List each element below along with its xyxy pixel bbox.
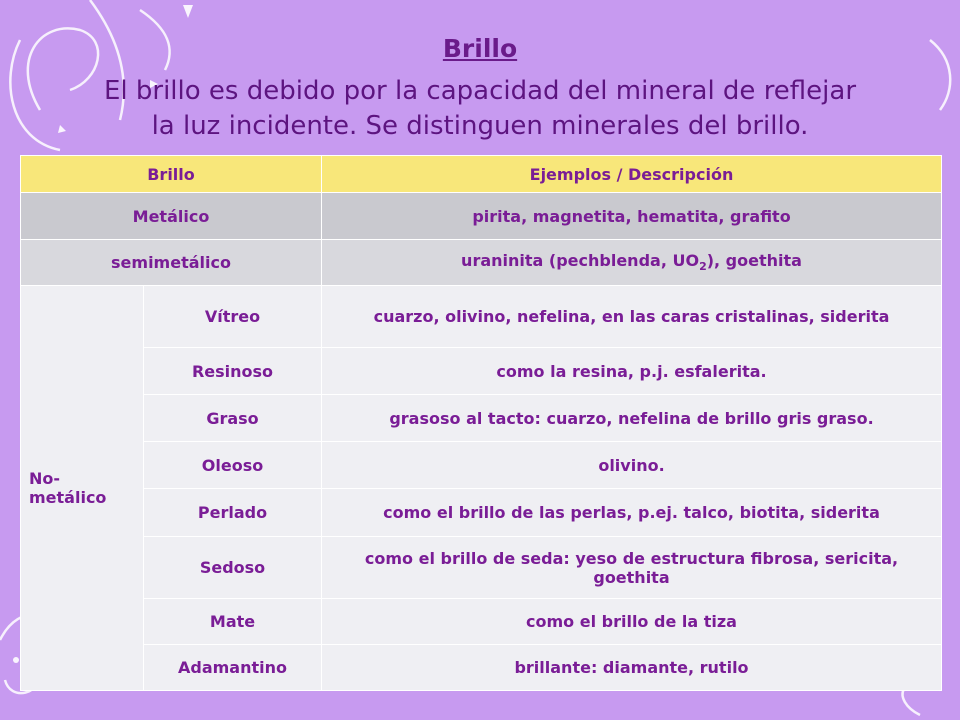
cell-type: Graso (144, 395, 322, 442)
table-row-metalico (21, 193, 942, 240)
cell-desc: como el brillo de las perlas, p.ej. talco, biotita, siderita (322, 489, 942, 537)
table-row-semimetalico (21, 240, 942, 286)
semimetalico-desc-post: ), goethita (706, 251, 802, 271)
semimetalico-desc-pre: uraninita (pechblenda, UO (461, 251, 700, 271)
cell-desc: brillante: diamante, rutilo (322, 645, 942, 691)
brillo-table (20, 155, 942, 691)
table-row (21, 286, 942, 348)
cell-desc: como la resina, p.j. esfalerita. (322, 348, 942, 395)
cell-desc: como el brillo de seda: yeso de estructura fibrosa, sericita, goethita (322, 537, 942, 599)
table-row (21, 599, 942, 645)
cell-type: Adamantino (144, 645, 322, 691)
table-row (21, 348, 942, 395)
cell-type: Mate (144, 599, 322, 645)
cell-type: Vítreo (144, 286, 322, 348)
table-row (21, 442, 942, 489)
header-brillo: Brillo (21, 156, 322, 193)
cell-type: Perlado (144, 489, 322, 537)
cell-metalico-desc: pirita, magnetita, hematita, grafito (322, 193, 942, 240)
cell-desc: grasoso al tacto: cuarzo, nefelina de brillo gris graso. (322, 395, 942, 442)
subtitle-line-1: El brillo es debido por la capacidad del mineral de reflejar (103, 76, 857, 106)
header-ejemplos: Ejemplos / Descripción (322, 156, 942, 193)
cell-desc: cuarzo, olivino, nefelina, en las caras cristalinas, siderita (322, 286, 942, 348)
cell-desc: como el brillo de la tiza (322, 599, 942, 645)
table-row (21, 537, 942, 599)
cell-metalico-label: Metálico (21, 193, 322, 240)
slide-subtitle (0, 74, 960, 144)
cell-desc: olivino. (322, 442, 942, 489)
table-row (21, 645, 942, 691)
cell-semimetalico-desc (322, 240, 942, 286)
cell-type: Oleoso (144, 442, 322, 489)
table-header-row (21, 156, 942, 193)
cell-type: Resinoso (144, 348, 322, 395)
semimetalico-desc-sub: 2 (699, 260, 707, 274)
subtitle-line-2: la luz incidente. Se distinguen minerales del brillo. (151, 111, 809, 141)
cell-semimetalico-label: semimetálico (21, 240, 322, 286)
table-row (21, 489, 942, 537)
cell-type: Sedoso (144, 537, 322, 599)
cell-no-metalico-label: No-metálico (21, 286, 144, 691)
slide-title: Brillo (442, 34, 518, 63)
table-row (21, 395, 942, 442)
